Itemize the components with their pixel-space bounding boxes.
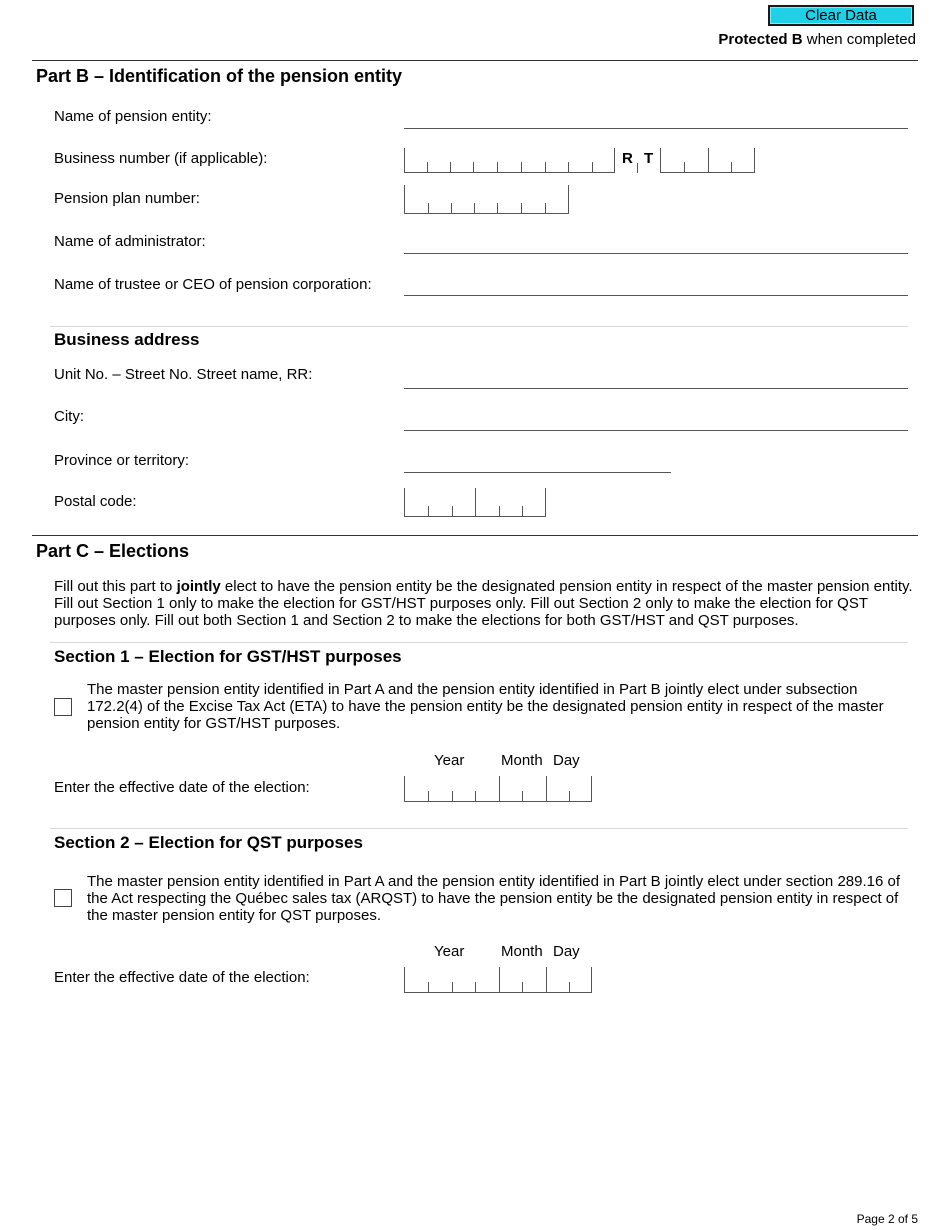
pension-plan-number-label: Pension plan number: [54, 190, 200, 207]
postal-code-input[interactable] [404, 488, 546, 517]
street-input[interactable] [404, 388, 908, 389]
page-number: Page 2 of 5 [856, 1212, 918, 1226]
administrator-name-label: Name of administrator: [54, 233, 206, 250]
pension-plan-number-input[interactable] [404, 185, 569, 214]
section1-date-label: Enter the effective date of the election: [54, 779, 310, 796]
reference-number-input[interactable] [660, 148, 755, 173]
trustee-name-label: Name of trustee or CEO of pension corporation: [54, 276, 372, 293]
business-address-title: Business address [54, 330, 200, 349]
section1-day-header: Day [553, 752, 580, 769]
street-label: Unit No. – Street No. Street name, RR: [54, 366, 313, 383]
section1-election-text: The master pension entity identified in Part A and the pension entity identified in Part B jointly elect under subsection 172.2(4) of the Excise Tax Act (ETA) to have the pension entity be the designated pension entity in respect of the master pension entity for GST/HST purposes. [87, 681, 884, 732]
section1-title: Section 1 – Election for GST/HST purposes [54, 647, 402, 666]
section2-date-label: Enter the effective date of the election: [54, 969, 310, 986]
trustee-name-input[interactable] [404, 295, 908, 296]
section2-election-checkbox[interactable] [54, 889, 72, 907]
section2-month-header: Month [501, 943, 543, 960]
divider [50, 326, 908, 327]
divider [50, 642, 908, 643]
divider [32, 535, 918, 536]
section2-year-header: Year [434, 943, 465, 960]
city-label: City: [54, 408, 84, 425]
province-label: Province or territory: [54, 452, 190, 469]
section2-date-input[interactable] [404, 967, 592, 993]
province-input[interactable] [404, 472, 671, 473]
section1-date-input[interactable] [404, 776, 592, 802]
business-number-input[interactable] [404, 148, 615, 173]
city-input[interactable] [404, 430, 908, 431]
rt-letter-r: R [622, 150, 633, 167]
part-b-title: Part B – Identification of the pension entity [36, 66, 403, 86]
divider [50, 828, 908, 829]
pension-entity-name-label: Name of pension entity: [54, 108, 212, 125]
divider [32, 60, 918, 61]
section1-year-header: Year [434, 752, 465, 769]
rt-letter-t: T [644, 150, 654, 167]
section2-day-header: Day [553, 943, 580, 960]
part-c-title: Part C – Elections [36, 541, 190, 561]
pension-entity-name-input[interactable] [404, 128, 908, 129]
postal-code-label: Postal code: [54, 493, 137, 510]
section1-election-checkbox[interactable] [54, 698, 72, 716]
part-c-intro: Fill out this part to jointly elect to have the pension entity be the designated pension entity in respect of the master pension entity. Fill out Section 1 only to make the election for GST/HST purposes only. Fill out Section 2 only to make the election for QST purposes only. Fill out both Section 1 and Section 2 to make the elections for both GST/HST and QST purposes. [54, 578, 913, 629]
section2-election-text: The master pension entity identified in Part A and the pension entity identified in Part B jointly elect under section 289.16 of the Act respecting the Québec sales tax (ARQST) to have the pension entity be the designated pension entity in respect of the master pension entity for QST purposes. [87, 873, 901, 924]
administrator-name-input[interactable] [404, 253, 908, 254]
clear-data-button[interactable]: Clear Data [768, 5, 914, 26]
section1-month-header: Month [501, 752, 543, 769]
protected-notice: Protected B when completed [718, 31, 916, 48]
section2-title: Section 2 – Election for QST purposes [54, 833, 363, 852]
business-number-label: Business number (if applicable): [54, 150, 268, 167]
